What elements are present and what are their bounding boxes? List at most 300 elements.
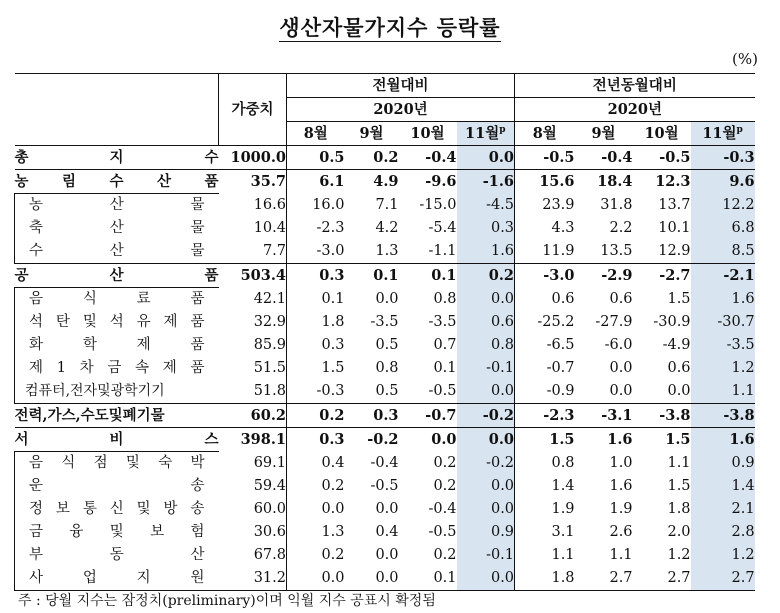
mom-cell: 0.3: [457, 217, 515, 240]
label-char: 물: [190, 243, 205, 259]
label-char: 제: [163, 314, 178, 330]
row-label: [15, 404, 219, 428]
row-label-text: [29, 475, 205, 498]
table-row: [15, 334, 755, 357]
weight-cell: 42.1: [219, 288, 287, 312]
yoy-cell: -2.7: [633, 264, 691, 288]
mom-cell: -0.2: [457, 404, 515, 428]
yoy-cell: 1.1: [609, 547, 633, 563]
mom-cell: -0.5: [428, 524, 457, 540]
yoy-cell: -6.0: [604, 337, 633, 353]
yoy-cell: 13.7: [658, 196, 691, 213]
table-row: [15, 380, 755, 404]
mom-cell: 0.9: [457, 521, 515, 544]
header-month-mom-1: [287, 122, 345, 146]
label-char: 제: [162, 360, 177, 376]
mom-cell: 0.8: [457, 334, 515, 357]
yoy-cell: 1.1: [691, 380, 755, 404]
yoy-cell: 1.6: [609, 478, 633, 494]
yoy-cell: 2.8: [691, 521, 755, 544]
weight-cell: 32.9: [219, 311, 287, 334]
yoy-cell: 1.1: [551, 547, 575, 563]
label-char: 석: [109, 314, 124, 330]
yoy-cell: -3.0: [515, 264, 575, 288]
row-label-text: [29, 288, 205, 311]
mom-cell: -0.2: [345, 428, 399, 452]
weight-cell: 7.7: [219, 240, 287, 264]
label-char: 보: [55, 501, 70, 517]
month-label: 10월: [410, 125, 445, 142]
header-mom-year: 2020년: [287, 98, 515, 122]
mom-cell: -0.5: [370, 478, 399, 494]
yoy-cell: 1.2: [691, 357, 755, 380]
yoy-cell: 1.4: [691, 475, 755, 498]
yoy-cell: 0.0: [667, 383, 691, 399]
mom-cell: 0.0: [375, 290, 399, 307]
yoy-cell: 2.7: [575, 567, 633, 591]
label-char: 화: [29, 337, 44, 353]
yoy-cell: -2.1: [691, 264, 755, 288]
label-char: 석: [29, 314, 44, 330]
mom-cell: -0.3: [316, 383, 345, 399]
mom-cell: 0.3: [287, 428, 345, 452]
yoy-cell: -3.1: [575, 404, 633, 428]
row-label-text: [29, 217, 205, 240]
yoy-cell: 3.1: [551, 524, 575, 540]
mom-cell: -5.4: [428, 220, 457, 236]
label-char: 스: [204, 431, 219, 448]
label-char: 산: [109, 197, 124, 213]
label-char: 공: [14, 267, 29, 284]
label-char: 림: [61, 173, 76, 190]
header-yoy-group: 전년동월대비: [515, 74, 755, 98]
label-char: 업: [82, 570, 97, 586]
label-char: 지: [136, 570, 151, 586]
row-label-text: 전력,가스,수도및폐기물: [14, 407, 165, 424]
mom-cell: 0.2: [457, 264, 515, 288]
mom-cell: 0.2: [345, 146, 399, 170]
row-label-text: [29, 357, 205, 380]
ppi-table: [14, 73, 755, 591]
label-char: 보: [150, 524, 165, 540]
row-label-text: [29, 194, 205, 217]
table-row: [15, 170, 755, 194]
table-row: [15, 357, 755, 380]
label-char: 품: [190, 291, 205, 307]
row-label: [15, 146, 219, 170]
label-char: 숙: [158, 455, 173, 471]
mom-cell: 0.0: [457, 498, 515, 521]
weight-cell: 503.4: [219, 264, 287, 288]
yoy-cell: 2.7: [691, 567, 755, 591]
yoy-cell: -30.7: [691, 311, 755, 334]
mom-cell: 0.8: [375, 360, 399, 376]
header-blank: [15, 74, 219, 146]
mom-cell: 7.1: [375, 196, 399, 213]
label-char: 유: [136, 314, 151, 330]
mom-cell: -2.3: [316, 220, 345, 236]
label-char: 수: [204, 149, 219, 166]
mom-cell: 0.5: [287, 146, 345, 170]
header-mom-group: 전월대비: [287, 74, 515, 98]
weight-cell: 35.7: [219, 170, 287, 194]
yoy-cell: 2.0: [667, 524, 691, 540]
mom-cell: 0.3: [321, 337, 345, 353]
row-label: [15, 288, 219, 312]
mom-cell: 0.0: [375, 547, 399, 563]
table-row: [15, 521, 755, 544]
row-label: [15, 475, 219, 498]
yoy-cell: 11.9: [542, 243, 575, 259]
row-label: [15, 264, 219, 288]
mom-cell: 0.0: [399, 428, 457, 452]
yoy-cell: 1.1: [667, 454, 691, 471]
weight-cell: 59.4: [219, 475, 287, 498]
yoy-cell: 1.5: [515, 428, 575, 452]
label-char: 총: [14, 149, 29, 166]
table-row: [15, 146, 755, 170]
mom-cell: 4.9: [345, 170, 399, 194]
yoy-cell: 1.6: [691, 288, 755, 312]
mom-cell: 1.8: [321, 314, 345, 330]
yoy-cell: 2.7: [633, 567, 691, 591]
label-char: 축: [29, 220, 44, 236]
label-char: 물: [190, 220, 205, 236]
label-char: 학: [82, 337, 97, 353]
header-month-yoy-3: [633, 122, 691, 146]
table-row: [15, 311, 755, 334]
yoy-cell: 31.8: [600, 196, 633, 213]
mom-cell: 0.0: [345, 567, 399, 591]
yoy-cell: -0.5: [633, 146, 691, 170]
yoy-cell: 1.8: [667, 501, 691, 517]
mom-cell: 0.3: [287, 264, 345, 288]
month-label: 9월: [591, 125, 616, 142]
yoy-cell: 0.6: [551, 290, 575, 307]
header-month-yoy-4: [691, 122, 755, 146]
mom-cell: 16.0: [312, 196, 345, 213]
table-row: [15, 288, 755, 312]
header-month-mom-3: [399, 122, 457, 146]
weight-cell: 1000.0: [219, 146, 287, 170]
month-label: 9월: [359, 125, 384, 142]
mom-cell: 0.1: [345, 264, 399, 288]
row-label-text: [15, 146, 219, 169]
weight-cell: 30.6: [219, 521, 287, 544]
mom-cell: -1.1: [428, 243, 457, 259]
mom-cell: 0.2: [433, 454, 457, 471]
label-char: 및: [109, 524, 124, 540]
row-label-text: [15, 428, 219, 451]
label-char: 물: [190, 197, 205, 213]
yoy-cell: -3.5: [691, 334, 755, 357]
table-row: [15, 240, 755, 264]
mom-cell: 0.5: [375, 383, 399, 399]
label-char: 금: [107, 360, 122, 376]
label-char: 료: [136, 291, 151, 307]
row-label: [15, 170, 219, 194]
weight-cell: 60.0: [219, 498, 287, 521]
mom-cell: 0.0: [321, 501, 345, 517]
mom-cell: 0.8: [433, 290, 457, 307]
mom-cell: -0.4: [428, 501, 457, 517]
yoy-cell: -0.9: [546, 383, 575, 399]
label-char: 탄: [55, 314, 70, 330]
yoy-cell: 2.1: [691, 498, 755, 521]
label-char: 지: [109, 149, 124, 166]
mom-cell: 1.3: [321, 524, 345, 540]
header-month-mom-2: [345, 122, 399, 146]
row-label: [15, 217, 219, 240]
mom-cell: 0.0: [457, 567, 515, 591]
label-char: 속: [135, 360, 150, 376]
yoy-cell: -3.8: [633, 404, 691, 428]
label-char: 품: [190, 314, 205, 330]
yoy-cell: 1.6: [575, 428, 633, 452]
yoy-cell: -3.8: [691, 404, 755, 428]
mom-cell: 0.0: [375, 501, 399, 517]
yoy-cell: 8.5: [691, 240, 755, 264]
table-row: [15, 475, 755, 498]
yoy-cell: 6.8: [691, 217, 755, 240]
row-label: [15, 334, 219, 357]
weight-cell: 10.4: [219, 217, 287, 240]
label-char: 식: [61, 455, 76, 471]
row-label: [15, 311, 219, 334]
weight-cell: 85.9: [219, 334, 287, 357]
table-row: [15, 567, 755, 591]
label-char: 융: [69, 524, 84, 540]
mom-cell: 0.2: [433, 478, 457, 494]
label-char: 및: [125, 455, 140, 471]
label-char: 사: [29, 570, 44, 586]
table-row: [15, 194, 755, 218]
mom-cell: -4.5: [457, 194, 515, 218]
table-row: [15, 544, 755, 567]
yoy-cell: 0.6: [609, 290, 633, 307]
label-char: 산: [109, 267, 124, 284]
label-char: 식: [82, 291, 97, 307]
label-char: 통: [82, 501, 97, 517]
header-yoy-year: 2020년: [515, 98, 755, 122]
yoy-cell: 13.5: [600, 243, 633, 259]
mom-cell: 0.0: [457, 475, 515, 498]
row-label-text: [15, 170, 219, 193]
yoy-cell: 1.2: [667, 547, 691, 563]
yoy-cell: 1.8: [515, 567, 575, 591]
mom-cell: -0.1: [457, 544, 515, 567]
mom-cell: 0.0: [457, 428, 515, 452]
table-row: [15, 428, 755, 452]
table-header: [15, 74, 755, 146]
label-char: 부: [29, 547, 44, 563]
mom-cell: 1.3: [375, 243, 399, 259]
weight-cell: 69.1: [219, 452, 287, 476]
label-char: 산: [109, 220, 124, 236]
yoy-cell: 1.5: [667, 478, 691, 494]
label-char: 제: [136, 337, 151, 353]
label-char: 품: [190, 337, 205, 353]
month-label: 11월: [465, 125, 500, 142]
yoy-cell: 1.0: [609, 454, 633, 471]
label-char: 수: [29, 243, 44, 259]
mom-cell: -0.4: [399, 146, 457, 170]
mom-cell: -0.5: [428, 383, 457, 399]
row-label: [15, 428, 219, 452]
yoy-cell: 0.9: [691, 452, 755, 476]
label-char: 비: [109, 431, 124, 448]
mom-cell: 0.1: [433, 360, 457, 376]
mom-cell: 4.2: [375, 220, 399, 236]
yoy-cell: 2.2: [609, 220, 633, 236]
yoy-cell: -2.9: [575, 264, 633, 288]
row-label: [15, 357, 219, 380]
preliminary-mark: p: [736, 125, 743, 136]
label-char: 농: [14, 173, 29, 190]
mom-cell: 0.6: [457, 311, 515, 334]
label-char: 농: [29, 197, 44, 213]
yoy-cell: 1.2: [691, 544, 755, 567]
yoy-cell: 0.6: [667, 360, 691, 376]
mom-cell: -9.6: [399, 170, 457, 194]
yoy-cell: 10.1: [658, 220, 691, 236]
row-label: [15, 521, 219, 544]
label-char: 험: [190, 524, 205, 540]
preliminary-mark: p: [499, 125, 506, 136]
mom-cell: 0.4: [321, 454, 345, 471]
table-title: 생산자물가지수 등락률: [279, 15, 501, 40]
label-char: 품: [204, 267, 219, 284]
yoy-cell: 0.0: [609, 360, 633, 376]
row-label-text: [29, 452, 205, 475]
row-label-text: [29, 311, 205, 334]
yoy-cell: -0.4: [575, 146, 633, 170]
label-char: 품: [204, 173, 219, 190]
table-body: [15, 146, 755, 591]
label-char: 신: [109, 501, 124, 517]
weight-cell: 60.2: [219, 404, 287, 428]
mom-cell: 0.4: [375, 524, 399, 540]
mom-cell: 0.1: [399, 567, 457, 591]
weight-cell: 398.1: [219, 428, 287, 452]
table-row: [15, 452, 755, 476]
mom-cell: 0.7: [433, 337, 457, 353]
mom-cell: 1.6: [457, 240, 515, 264]
yoy-cell: 12.9: [658, 243, 691, 259]
mom-cell: 0.2: [321, 478, 345, 494]
row-label-text: [15, 264, 219, 287]
label-char: 운: [29, 478, 44, 494]
yoy-cell: -6.5: [546, 337, 575, 353]
yoy-cell: -0.7: [546, 360, 575, 376]
mom-cell: -3.0: [316, 243, 345, 259]
month-label: 11월: [702, 125, 737, 142]
mom-cell: -0.7: [399, 404, 457, 428]
weight-cell: 51.5: [219, 357, 287, 380]
mom-cell: -3.5: [370, 314, 399, 330]
yoy-cell: 1.5: [633, 428, 691, 452]
label-char: 산: [190, 547, 205, 563]
weight-cell: 16.6: [219, 194, 287, 218]
yoy-cell: 18.4: [575, 170, 633, 194]
mom-cell: 0.2: [321, 547, 345, 563]
yoy-cell: 1.6: [691, 428, 755, 452]
yoy-cell: 1.9: [609, 501, 633, 517]
label-char: 원: [190, 570, 205, 586]
mom-cell: 0.0: [287, 567, 345, 591]
header-weight: 가중치: [219, 74, 287, 146]
row-label-text: 컴퓨터,전자및광학기기: [25, 383, 165, 399]
label-char: 음: [29, 291, 44, 307]
table-row: [15, 217, 755, 240]
mom-cell: 0.3: [345, 404, 399, 428]
mom-cell: 0.2: [287, 404, 345, 428]
yoy-cell: 4.3: [551, 220, 575, 236]
label-char: 박: [190, 455, 205, 471]
row-label-text: [29, 544, 205, 567]
label-char: 방: [163, 501, 178, 517]
mom-cell: -1.6: [457, 170, 515, 194]
row-label: [15, 498, 219, 521]
table-row: [15, 404, 755, 428]
weight-cell: 31.2: [219, 567, 287, 591]
weight-cell: 51.8: [219, 380, 287, 404]
row-label: [15, 380, 219, 404]
yoy-cell: 1.5: [667, 290, 691, 307]
row-label: [15, 240, 219, 264]
mom-cell: -0.1: [457, 357, 515, 380]
label-char: 및: [136, 501, 151, 517]
row-label-text: [29, 567, 205, 590]
table-row: [15, 498, 755, 521]
row-label: [15, 567, 219, 591]
row-label-text: [29, 498, 205, 521]
header-month-yoy-2: [575, 122, 633, 146]
yoy-cell: 0.0: [609, 383, 633, 399]
mom-cell: 0.5: [375, 337, 399, 353]
row-label: [15, 194, 219, 218]
mom-cell: -15.0: [419, 196, 457, 213]
yoy-cell: 12.2: [691, 194, 755, 218]
label-char: 송: [190, 501, 205, 517]
yoy-cell: 23.9: [542, 196, 575, 213]
label-char: 정: [29, 501, 44, 517]
yoy-cell: -2.3: [515, 404, 575, 428]
label-char: 음: [29, 455, 44, 471]
mom-cell: 0.0: [457, 288, 515, 312]
label-char: 및: [82, 314, 97, 330]
label-char: 1: [56, 360, 66, 376]
yoy-cell: -0.5: [515, 146, 575, 170]
label-char: 금: [29, 524, 44, 540]
month-label: 10월: [644, 125, 679, 142]
table-row: [15, 264, 755, 288]
row-label-text: [29, 334, 205, 357]
mom-cell: 1.5: [321, 360, 345, 376]
label-char: 제: [29, 360, 44, 376]
mom-cell: 0.1: [399, 264, 457, 288]
label-char: 산: [109, 243, 124, 259]
month-label: 8월: [303, 125, 328, 142]
yoy-cell: -0.3: [691, 146, 755, 170]
mom-cell: -0.4: [370, 454, 399, 471]
mom-cell: 6.1: [287, 170, 345, 194]
mom-cell: -3.5: [428, 314, 457, 330]
label-char: 차: [79, 360, 94, 376]
yoy-cell: 2.6: [609, 524, 633, 540]
header-month-mom-4: [457, 122, 515, 146]
mom-cell: 0.0: [457, 146, 515, 170]
